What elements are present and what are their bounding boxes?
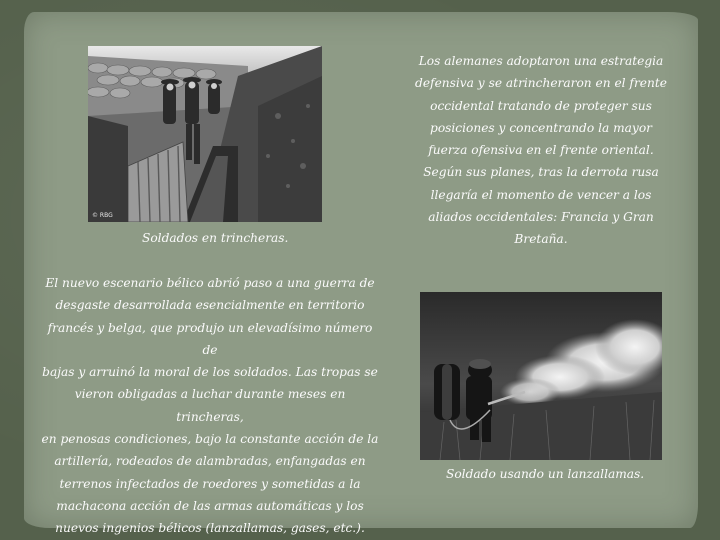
trench-photo-image <box>88 46 322 222</box>
photo-watermark: © RBG <box>92 212 113 219</box>
flamethrower-photo-caption: Soldado usando un lanzallamas. <box>446 467 645 481</box>
trench-photo <box>88 46 322 222</box>
attrition-war-paragraph: El nuevo escenario bélico abrió paso a una guerra de desgaste desarrollada esencialmente en territorio francés y belga, que produjo un elevadísimo número de bajas y arruinó la moral de los soldados. Las tropas se vieron obligadas a luchar durante meses en trincheras, en penosas condiciones, bajo la constante acción de la artillería, rodeados de alambradas, enfangadas en terrenos infectados de roedores y sometidas a la machacona acción de las armas automáticas y los nuevos ingenios bélicos (lanzallamas, gases, etc.). <box>41 276 379 536</box>
flamethrower-photo-image <box>420 292 662 460</box>
trench-photo-caption: Soldados en trincheras. <box>142 231 289 245</box>
strategy-paragraph: Los alemanes adoptaron una estrategia defensiva y se atrincheraron en el frente occidental tratando de proteger sus posiciones y concentrando la mayor fuerza ofensiva en el frente oriental. Según sus planes, tras la derrota rusa llegaría el momento de vencer a los aliados occidentales: Francia y Gran Bretaña. <box>415 54 667 247</box>
flamethrower-photo <box>420 292 662 460</box>
